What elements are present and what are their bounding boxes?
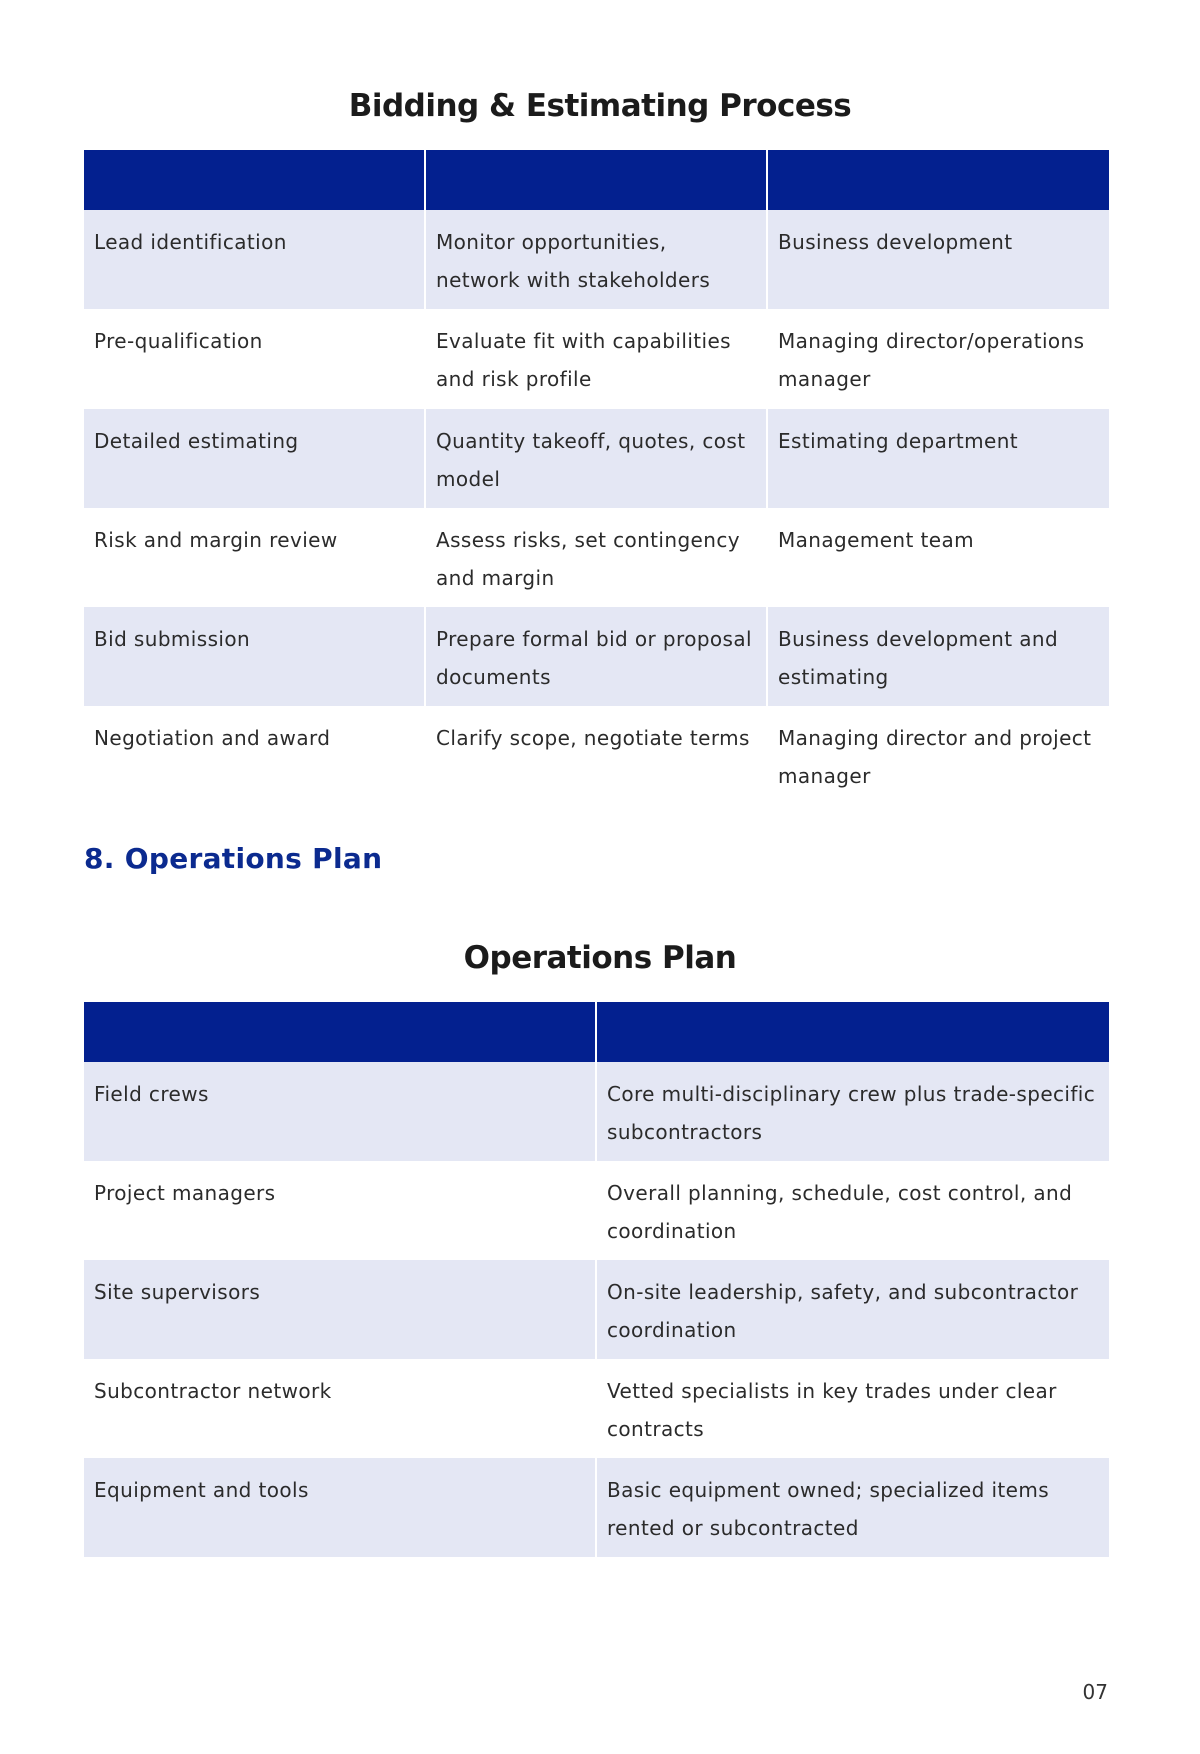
table-row	[84, 210, 1109, 309]
page-number: 07	[1082, 1680, 1108, 1704]
table-row	[84, 508, 1109, 607]
responsibility-cell: Estimating department	[767, 409, 1109, 508]
header-cell	[84, 1002, 596, 1062]
resource-cell: Equipment and tools	[84, 1458, 596, 1557]
stage-cell: Negotiation and award	[84, 706, 425, 805]
stage-cell: Bid submission	[84, 607, 425, 706]
table-row	[84, 1062, 1109, 1161]
header-cell	[84, 150, 425, 210]
responsibility-cell: Management team	[767, 508, 1109, 607]
resource-cell: Subcontractor network	[84, 1359, 596, 1458]
table-row	[84, 309, 1109, 409]
responsibility-cell: Business development and estimating	[767, 607, 1109, 706]
operations-plan-table	[84, 1002, 1109, 1557]
resource-cell: Field crews	[84, 1062, 596, 1161]
table-row	[84, 1359, 1109, 1458]
activity-cell: Clarify scope, negotiate terms	[425, 706, 767, 805]
table-header-row	[84, 1002, 1109, 1062]
table-row	[84, 1458, 1109, 1557]
table-header-row	[84, 150, 1109, 210]
description-cell: Overall planning, schedule, cost control, and coordination	[596, 1161, 1109, 1260]
description-cell: Basic equipment owned; specialized items rented or subcontracted	[596, 1458, 1109, 1557]
activity-cell: Prepare formal bid or proposal documents	[425, 607, 767, 706]
activity-cell: Monitor opportunities, network with stakeholders	[425, 210, 767, 309]
resource-cell: Site supervisors	[84, 1260, 596, 1359]
stage-cell: Lead identification	[84, 210, 425, 309]
stage-cell: Pre-qualification	[84, 309, 425, 409]
stage-cell: Risk and margin review	[84, 508, 425, 607]
resource-cell: Project managers	[84, 1161, 596, 1260]
stage-cell: Detailed estimating	[84, 409, 425, 508]
description-cell: On-site leadership, safety, and subcontractor coordination	[596, 1260, 1109, 1359]
activity-cell: Evaluate fit with capabilities and risk profile	[425, 309, 767, 409]
activity-cell: Quantity takeoff, quotes, cost model	[425, 409, 767, 508]
table-row	[84, 706, 1109, 805]
bidding-table-title: Bidding & Estimating Process	[348, 88, 852, 124]
table-row	[84, 1260, 1109, 1359]
activity-cell: Assess risks, set contingency and margin	[425, 508, 767, 607]
table-row	[84, 409, 1109, 508]
header-cell	[767, 150, 1109, 210]
operations-table-title: Operations Plan	[463, 940, 737, 976]
header-cell	[596, 1002, 1109, 1062]
responsibility-cell: Managing director and project manager	[767, 706, 1109, 805]
responsibility-cell: Business development	[767, 210, 1109, 309]
header-cell	[425, 150, 767, 210]
bidding-estimating-table	[84, 150, 1109, 805]
description-cell: Vetted specialists in key trades under clear contracts	[596, 1359, 1109, 1458]
responsibility-cell: Managing director/operations manager	[767, 309, 1109, 409]
description-cell: Core multi-disciplinary crew plus trade-specific subcontractors	[596, 1062, 1109, 1161]
operations-section-heading: 8. Operations Plan	[84, 842, 383, 875]
table-row	[84, 607, 1109, 706]
table-row	[84, 1161, 1109, 1260]
